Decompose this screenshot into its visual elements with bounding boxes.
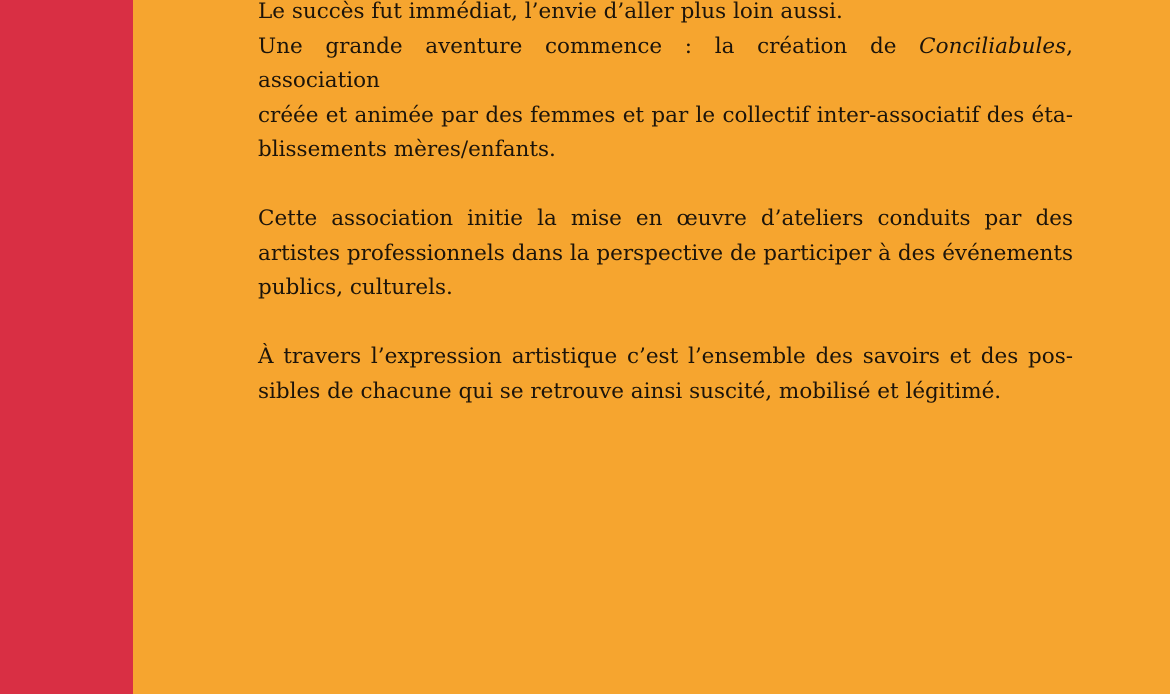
paragraph-gap	[258, 306, 1073, 341]
text-line: Cette association initie la mise en œuvre d’ateliers conduits par des	[258, 206, 1073, 231]
text-line: Le succès fut immédiat, l’envie d’aller plus loin aussi.	[258, 0, 843, 24]
text-line: artistes professionnels dans la perspective de participer à des événements	[258, 240, 1073, 266]
body-text	[258, 0, 1073, 409]
red-spine-band	[0, 0, 133, 694]
text-segment: Une grande aventure commence : la création de	[258, 33, 920, 59]
association-name: Conciliabules	[919, 33, 1067, 59]
text-line: À travers l’expression artistique c’est l’ensemble des savoirs et des pos-	[258, 344, 1073, 369]
paragraph-gap	[258, 168, 1073, 203]
text-line	[258, 30, 1073, 99]
text-segment: , association	[258, 33, 1073, 93]
text-line: blissements mères/enfants.	[258, 137, 556, 162]
text-line: créée et animée par des femmes et par le collectif inter-associatif des éta-	[258, 102, 1073, 128]
text-line: publics, culturels.	[258, 275, 453, 300]
paragraph-success	[258, 0, 1073, 30]
text-line: sibles de chacune qui se retrouve ainsi suscité, mobilisé et légitimé.	[258, 378, 1002, 404]
paragraph-expression	[258, 340, 1073, 409]
paragraph-adventure	[258, 30, 1073, 168]
paragraph-workshops	[258, 202, 1073, 306]
